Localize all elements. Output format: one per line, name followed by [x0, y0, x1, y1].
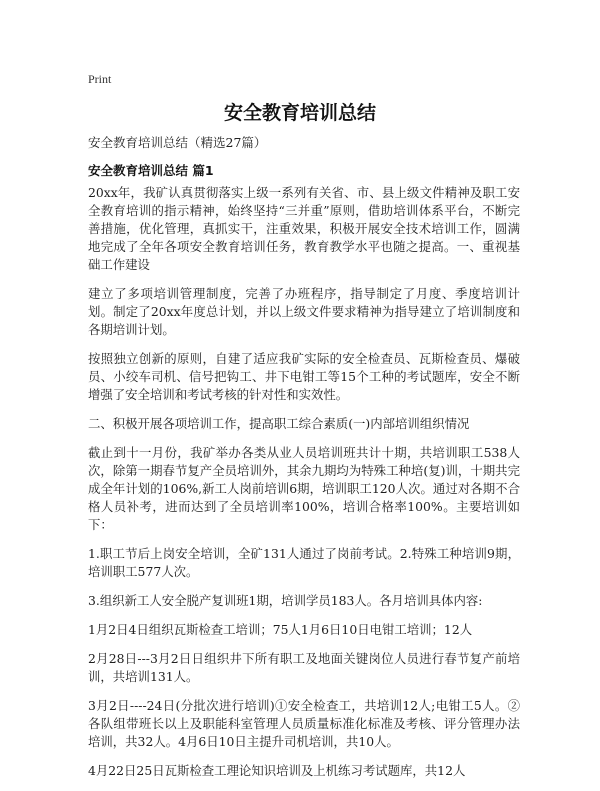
section-heading: 安全教育培训总结 篇1	[88, 163, 214, 178]
print-link[interactable]: Print	[88, 72, 112, 86]
paragraph-item-1: 1.职工节后上岗安全培训，全矿131人通过了岗前考试。2.特殊工种培训9期，培训职工577人次。	[88, 546, 520, 579]
paragraph-training-summary: 截止到十一月份，我矿举办各类从业人员培训班共计十期，共培训职工538人次，除第一期春节复产全员培训外，其余九期均为特殊工种培(复)训，十期共完成全年计划的106%,新工人岗前培训6期，培训职工120人次。通过对各期不合格人员补考，进而达到了全员培训率100%，培训合格率100%。主要培训如下：	[88, 445, 520, 532]
paragraph-february: 2月28日---3月2日日组织井下所有职工及地面关键岗位人员进行春节复产前培训，共培训131人。	[88, 651, 520, 684]
document-body	[88, 184, 520, 791]
paragraph-item-3: 3.组织新工人安全脱产复训班1期，培训学员183人。各月培训具体内容:	[88, 593, 483, 608]
paragraph-march: 3月2日----24日(分批次进行培训)①安全检查工，共培训12人;电钳工5人。②各队组带班长以上及职能科室管理人员质量标准化标准及考核、评分管理办法培训，共32人。4月6日10日主提升司机培训，共10人。	[88, 698, 520, 749]
paragraph-question-bank: 按照独立创新的原则，自建了适应我矿实际的安全检查员、瓦斯检查员、爆破员、小绞车司机、信号把钩工、井下电钳工等15个工种的考试题库，安全不断增强了安全培训和考试考核的针对性和实效性。	[88, 351, 520, 402]
document-subtitle: 安全教育培训总结（精选27篇）	[88, 135, 267, 150]
paragraph-section-two-heading: 二、积极开展各项培训工作，提高职工综合素质(一)内部培训组织情况	[88, 416, 470, 431]
page-title: 安全教育培训总结	[223, 102, 376, 124]
paragraph-january: 1月2日4日组织瓦斯检查工培训；75人1月6日10日电钳工培训；12人	[88, 622, 473, 637]
paragraph-management-system: 建立了多项培训管理制度，完善了办班程序，指导制定了月度、季度培训计划。制定了20xx年度总计划，并以上级文件要求精神为指导建立了培训制度和各期培训计划。	[88, 286, 520, 337]
paragraph-april: 4月22日25日瓦斯检查工理论知识培训及上机练习考试题库，共12人	[88, 763, 466, 778]
paragraph-intro: 20xx年，我矿认真贯彻落实上级一系列有关省、市、县上级文件精神及职工安全教育培训的指示精神，始终坚持“三并重”原则，借助培训体系平台，不断完善措施，优化管理，真抓实干，注重效果，积极开展安全技术培训工作，圆满地完成了全年各项安全教育培训任务，教育教学水平也随之提高。一、重视基础工作建设	[88, 185, 520, 272]
